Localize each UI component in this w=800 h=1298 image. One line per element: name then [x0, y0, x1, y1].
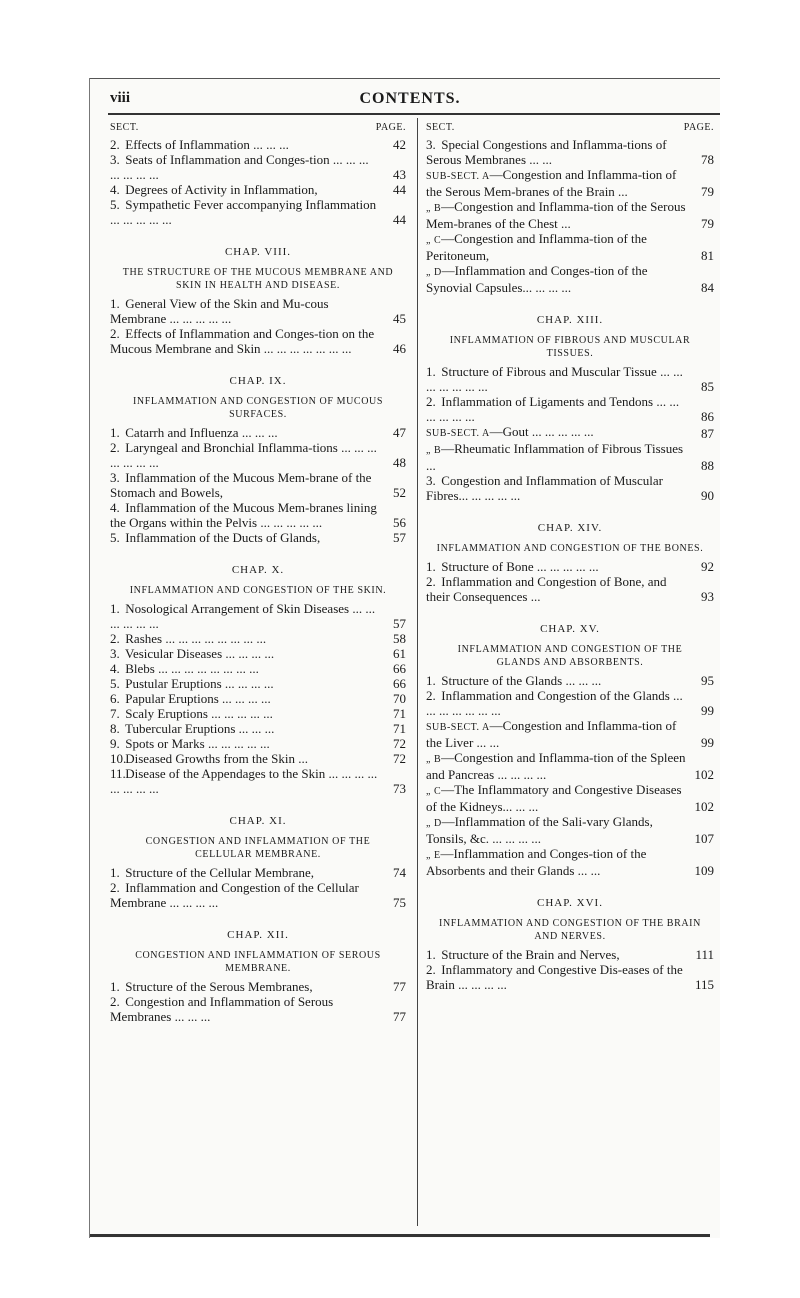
- contents-entry: [110, 197, 406, 227]
- subsection-label: „ B: [426, 203, 442, 214]
- header-rule: [108, 113, 720, 115]
- page-ref: 77: [393, 1009, 406, 1024]
- contents-entry: [426, 137, 714, 167]
- section-number: 4.: [110, 661, 120, 676]
- contents-entry: [110, 994, 406, 1024]
- page-ref: 71: [393, 721, 406, 736]
- chapter-title: INFLAMMATION AND CONGESTION OF MUCOUS SURFACES.: [133, 396, 383, 420]
- entry-title: Rashes ... ... ... ... ... ... ... ...: [125, 631, 267, 646]
- subsection-label: „ C: [426, 786, 442, 797]
- page-ref: 71: [393, 706, 406, 721]
- page-edge-bottom: [90, 1234, 710, 1237]
- contents-entry: [426, 962, 714, 992]
- column-labels: [426, 120, 714, 135]
- subsection-label: „ D: [426, 818, 442, 829]
- section-number: 2.: [426, 394, 436, 409]
- page-ref: 43: [393, 167, 406, 182]
- section-number: 2.: [110, 440, 120, 455]
- contents-entry: [110, 706, 406, 721]
- page-ref: 115: [694, 977, 714, 992]
- contents-entry: [110, 751, 406, 766]
- entry-title: Nosological Arrangement of Skin Diseases ... ... ... ... ... ...: [110, 601, 376, 631]
- contents-entry: [110, 440, 406, 470]
- contents-entry: [426, 574, 714, 604]
- entry-title: Structure of Fibrous and Muscular Tissue ... ... ... ... ... ... ...: [426, 364, 683, 394]
- entry-title: —Rheumatic Inflammation of Fibrous Tissues ...: [426, 441, 684, 473]
- contents-entry: [110, 137, 406, 152]
- chapter-heading: CHAP. VIII.: [224, 246, 292, 258]
- page-ref: 79: [701, 216, 714, 231]
- contents-entry: [426, 364, 714, 394]
- section-number: 1.: [110, 296, 120, 311]
- contents-entry: [426, 559, 714, 574]
- contents-entry: [426, 231, 714, 263]
- page-ref: 46: [393, 341, 406, 356]
- page-ref: 77: [393, 979, 406, 994]
- page-ref: 102: [694, 799, 714, 814]
- page-ref: 56: [393, 515, 406, 530]
- page-ref: 72: [393, 736, 406, 751]
- subsection-label: „ D: [426, 267, 442, 278]
- entry-title: Effects of Inflammation ... ... ...: [125, 137, 289, 152]
- page-ref: 74: [393, 865, 406, 880]
- page-ref: 109: [694, 863, 714, 878]
- contents-entry: [426, 394, 714, 424]
- page-ref: 92: [701, 559, 714, 574]
- page-ref: 72: [393, 751, 406, 766]
- page-ref: 73: [393, 781, 406, 796]
- contents-entry: [110, 676, 406, 691]
- entry-title: Inflammation of the Ducts of Glands,: [125, 530, 321, 545]
- contents-entry: [110, 470, 406, 500]
- contents-entry: [426, 846, 714, 878]
- chapter-heading: CHAP. XV.: [540, 623, 600, 635]
- entry-title: Blebs ... ... ... ... ... ... ... ...: [125, 661, 259, 676]
- chapter-heading: CHAP. X.: [231, 564, 285, 576]
- page-ref: 99: [701, 735, 714, 750]
- chapter-title: THE STRUCTURE OF THE MUCOUS MEMBRANE AND SKIN IN HEALTH AND DISEASE.: [122, 267, 394, 291]
- page-ref: 93: [701, 589, 714, 604]
- page-label: PAGE.: [375, 122, 406, 133]
- entry-title: Structure of the Serous Membranes,: [125, 979, 313, 994]
- section-number: 8.: [110, 721, 120, 736]
- contents-column-left: [110, 120, 406, 1024]
- page-header: [110, 90, 710, 112]
- section-number: 4.: [110, 182, 120, 197]
- contents-entry: [110, 425, 406, 440]
- entry-title: Spots or Marks ... ... ... ... ...: [125, 736, 270, 751]
- section-number: 5.: [110, 197, 120, 212]
- entry-title: Inflammation of Ligaments and Tendons ... ... ... ... ... ...: [426, 394, 680, 424]
- page-ref: 87: [701, 426, 714, 441]
- contents-entry: [110, 880, 406, 910]
- column-labels: [110, 120, 406, 135]
- contents-entry: [110, 721, 406, 736]
- section-number: 4.: [110, 500, 120, 515]
- page-ref: 102: [694, 767, 714, 782]
- entry-title: Catarrh and Influenza ... ... ...: [125, 425, 278, 440]
- contents-entry: [426, 688, 714, 718]
- entry-title: —The Inflammatory and Congestive Diseases of the Kidneys... ... ...: [426, 782, 682, 814]
- page-ref: 44: [393, 182, 406, 197]
- contents-entry: [426, 718, 714, 750]
- contents-entry: [110, 500, 406, 530]
- page-ref: 90: [701, 488, 714, 503]
- contents-entry: [426, 782, 714, 814]
- page-ref: 84: [701, 280, 714, 295]
- section-number: 1.: [110, 865, 120, 880]
- page-edge-top: [90, 78, 720, 79]
- contents-entry: [110, 326, 406, 356]
- contents-entry: [426, 167, 714, 199]
- entry-title: —Congestion and Inflamma-tion of the Liver ... ...: [426, 718, 677, 750]
- section-number: 6.: [110, 691, 120, 706]
- page-ref: 88: [701, 458, 714, 473]
- section-number: 3.: [110, 470, 120, 485]
- entry-title: General View of the Skin and Mu-cous Membrane ... ... ... ... ...: [110, 296, 329, 326]
- contents-entry: [110, 661, 406, 676]
- section-number: 3.: [426, 137, 436, 152]
- entry-title: Sympathetic Fever accompanying Inflammation ... ... ... ... ...: [110, 197, 377, 227]
- entry-title: Special Congestions and Inflamma-tions of Serous Membranes ... ...: [426, 137, 667, 167]
- chapter-heading: CHAP. XIV.: [537, 522, 603, 534]
- contents-entry: [110, 152, 406, 182]
- page-ref: 61: [393, 646, 406, 661]
- page-ref: 86: [701, 409, 714, 424]
- entry-title: Inflammation of the Mucous Mem-brane of the Stomach and Bowels,: [110, 470, 372, 500]
- section-number: 1.: [110, 601, 120, 616]
- page-ref: 52: [393, 485, 406, 500]
- section-number: 1.: [426, 673, 436, 688]
- section-number: 1.: [426, 559, 436, 574]
- subsection-label: „ C: [426, 235, 442, 246]
- page-ref: 47: [393, 425, 406, 440]
- contents-entry: [426, 750, 714, 782]
- entry-title: Structure of the Brain and Nerves,: [441, 947, 620, 962]
- entry-title: Inflammation and Congestion of Bone, and their Consequences ...: [426, 574, 667, 604]
- page-ref: 70: [393, 691, 406, 706]
- chapter-heading: CHAP. XVI.: [537, 897, 603, 909]
- chapter-title: INFLAMMATION AND CONGESTION OF THE SKIN.: [129, 585, 387, 596]
- entry-title: Degrees of Activity in Inflammation,: [125, 182, 318, 197]
- contents-entry: [110, 979, 406, 994]
- section-number: 2.: [110, 631, 120, 646]
- page-ref: 81: [701, 248, 714, 263]
- sect-label: SECT.: [110, 122, 139, 133]
- entry-title: Seats of Inflammation and Conges-tion ... ... ... ... ... ... ...: [110, 152, 369, 182]
- entry-title: Congestion and Inflammation of Serous Membranes ... ... ...: [110, 994, 334, 1024]
- page-ref: 57: [393, 530, 406, 545]
- page-ref: 66: [393, 661, 406, 676]
- chapter-heading: CHAP. XI.: [229, 815, 287, 827]
- contents-entry: [110, 182, 406, 197]
- section-number: 2.: [426, 574, 436, 589]
- section-number: 2.: [426, 688, 436, 703]
- chapter-heading: CHAP. IX.: [229, 375, 287, 387]
- section-number: 2.: [110, 880, 120, 895]
- entry-title: Effects of Inflammation and Conges-tion on the Mucous Membrane and Skin ... ... ... ... ... ... ...: [110, 326, 375, 356]
- contents-entry: [426, 473, 714, 503]
- chapter-heading: CHAP. XIII.: [536, 314, 604, 326]
- chapter-title: INFLAMMATION AND CONGESTION OF THE GLANDS AND ABSORBENTS.: [457, 644, 683, 668]
- page-ref: 85: [701, 379, 714, 394]
- entry-title: Scaly Eruptions ... ... ... ... ...: [125, 706, 273, 721]
- chapter-heading: CHAP. XII.: [227, 929, 289, 941]
- section-number: 2.: [110, 326, 120, 341]
- entry-title: —Inflammation of the Sali-vary Glands, Tonsils, &c. ... ... ... ...: [426, 814, 653, 846]
- chapter-title: INFLAMMATION AND CONGESTION OF THE BRAIN AND NERVES.: [439, 918, 701, 942]
- entry-title: —Congestion and Inflamma-tion of the Serous Mem-branes of the Brain ...: [426, 167, 677, 199]
- chapter-title: CONGESTION AND INFLAMMATION OF SEROUS MEMBRANE.: [135, 950, 381, 974]
- column-divider: [417, 118, 418, 1226]
- chapter-title: CONGESTION AND INFLAMMATION OF THE CELLULAR MEMBRANE.: [145, 836, 371, 860]
- section-number: 3.: [426, 473, 436, 488]
- page-ref: 75: [393, 895, 406, 910]
- contents-entry: [110, 530, 406, 545]
- page-ref: 45: [393, 311, 406, 326]
- contents-entry: [110, 631, 406, 646]
- contents-entry: [110, 766, 406, 796]
- page-title: CONTENTS.: [359, 90, 461, 107]
- entry-title: Congestion and Inflammation of Muscular Fibres... ... ... ... ...: [426, 473, 663, 503]
- subsection-label: SUB-SECT. A: [426, 171, 490, 182]
- entry-title: Diseased Growths from the Skin ...: [125, 751, 308, 766]
- contents-entry: [426, 263, 714, 295]
- entry-title: Pustular Eruptions ... ... ... ...: [125, 676, 274, 691]
- section-number: 1.: [426, 364, 436, 379]
- page-ref: 58: [393, 631, 406, 646]
- contents-entry: [426, 424, 714, 441]
- entry-title: Structure of the Cellular Membrane,: [125, 865, 315, 880]
- page-edge-left: [89, 78, 90, 1238]
- contents-entry: [426, 673, 714, 688]
- entry-title: —Inflammation and Conges-tion of the Synovial Capsules... ... ... ...: [426, 263, 648, 295]
- section-number: 1.: [426, 947, 436, 962]
- contents-entry: [110, 646, 406, 661]
- chapter-title: INFLAMMATION AND CONGESTION OF THE BONES.: [436, 543, 704, 554]
- section-number: 9.: [110, 736, 120, 751]
- section-number: 3.: [110, 152, 120, 167]
- entry-title: Inflammation and Congestion of the Cellular Membrane ... ... ... ...: [110, 880, 359, 910]
- section-number: 2.: [426, 962, 436, 977]
- page-number: viii: [110, 90, 131, 106]
- contents-entry: [426, 814, 714, 846]
- contents-entry: [426, 947, 714, 962]
- section-number: 1.: [110, 979, 120, 994]
- entry-title: Papular Eruptions ... ... ... ...: [125, 691, 271, 706]
- page-ref: 79: [701, 184, 714, 199]
- subsection-label: SUB-SECT. A: [426, 428, 490, 439]
- page-ref: 44: [393, 212, 406, 227]
- page-ref: 42: [393, 137, 406, 152]
- page-ref: 48: [393, 455, 406, 470]
- contents-entry: [110, 865, 406, 880]
- entry-title: Structure of Bone ... ... ... ... ...: [441, 559, 599, 574]
- contents-entry: [110, 601, 406, 631]
- entry-title: —Inflammation and Conges-tion of the Absorbents and their Glands ... ...: [426, 846, 647, 878]
- section-number: 5.: [110, 676, 120, 691]
- page-label: PAGE.: [683, 122, 714, 133]
- contents-entry: [110, 736, 406, 751]
- section-number: 2.: [110, 994, 120, 1009]
- entry-title: Tubercular Eruptions ... ... ...: [125, 721, 275, 736]
- entry-title: Inflammation and Congestion of the Glands ... ... ... ... ... ... ...: [426, 688, 683, 718]
- page-ref: 111: [695, 947, 714, 962]
- sect-label: SECT.: [426, 122, 455, 133]
- entry-title: Inflammatory and Congestive Dis-eases of the Brain ... ... ... ...: [426, 962, 683, 992]
- entry-title: —Congestion and Inflamma-tion of the Peritoneum,: [426, 231, 647, 263]
- section-number: 1.: [110, 425, 120, 440]
- section-number: 3.: [110, 646, 120, 661]
- page-ref: 107: [694, 831, 714, 846]
- section-number: 10.: [110, 751, 127, 766]
- entry-title: Inflammation of the Mucous Mem-branes lining the Organs within the Pelvis ... ... ... ... ...: [110, 500, 377, 530]
- entry-title: Structure of the Glands ... ... ...: [441, 673, 602, 688]
- subsection-label: „ B: [426, 445, 442, 456]
- entry-title: —Gout ... ... ... ... ...: [489, 424, 594, 439]
- section-number: 2.: [110, 137, 120, 152]
- section-number: 11.: [110, 766, 126, 781]
- contents-entry: [110, 691, 406, 706]
- contents-entry: [426, 199, 714, 231]
- entry-title: Laryngeal and Bronchial Inflamma-tions ... ... ... ... ... ... ...: [110, 440, 377, 470]
- subsection-label: SUB-SECT. A: [426, 722, 490, 733]
- section-number: 7.: [110, 706, 120, 721]
- subsection-label: „ E: [426, 850, 441, 861]
- page-ref: 66: [393, 676, 406, 691]
- chapter-title: INFLAMMATION OF FIBROUS AND MUSCULAR TISSUES.: [449, 335, 691, 359]
- entry-title: —Congestion and Inflamma-tion of the Serous Mem-branes of the Chest ...: [426, 199, 686, 231]
- entry-title: Vesicular Diseases ... ... ... ...: [125, 646, 275, 661]
- page-ref: 57: [393, 616, 406, 631]
- page-ref: 99: [701, 703, 714, 718]
- contents-entry: [110, 296, 406, 326]
- contents-entry: [426, 441, 714, 473]
- section-number: 5.: [110, 530, 120, 545]
- entry-title: —Congestion and Inflamma-tion of the Spleen and Pancreas ... ... ... ...: [426, 750, 686, 782]
- entry-title: Disease of the Appendages to the Skin ... ... ... ... ... ... ... ...: [110, 766, 378, 796]
- page-ref: 95: [701, 673, 714, 688]
- contents-column-right: [426, 120, 714, 992]
- page-ref: 78: [701, 152, 714, 167]
- subsection-label: „ B: [426, 754, 442, 765]
